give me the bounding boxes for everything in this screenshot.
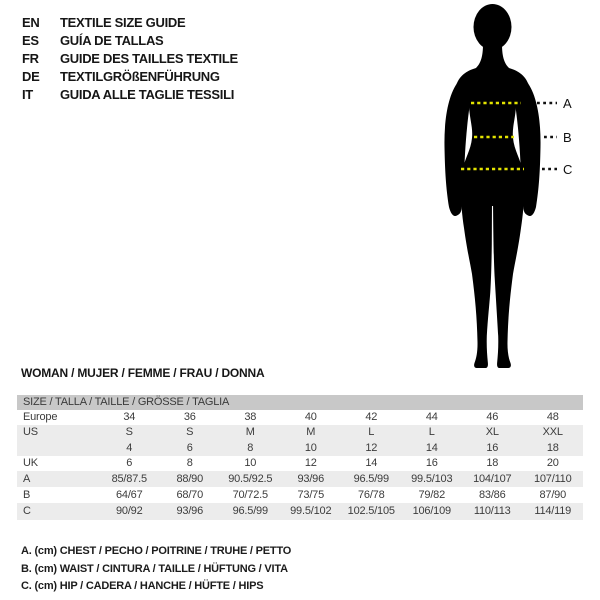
size-cell: 88/90 (176, 473, 204, 485)
size-cell: 14 (425, 442, 438, 454)
language-title: GUÍA DE TALLAS (60, 33, 164, 48)
measure-label-c: C (563, 162, 573, 177)
size-cell: 18 (546, 442, 559, 454)
size-cell: XXL (542, 426, 563, 438)
size-cell: 70/72.5 (232, 489, 268, 501)
size-cell: 99.5/103 (411, 473, 453, 485)
size-cell: L (428, 426, 435, 438)
size-cell: 73/75 (297, 489, 325, 501)
row-label: Europe (23, 411, 58, 423)
size-cell: 102.5/105 (347, 505, 395, 517)
row-label: B (23, 489, 31, 501)
size-guide-figure (440, 2, 590, 374)
size-table-header: SIZE / TALLA / TAILLE / GRÖSSE / TAGLIA (17, 395, 583, 410)
size-cell: 20 (546, 457, 559, 469)
language-row-fr (22, 50, 238, 68)
size-table-row-us-numeric (17, 440, 583, 456)
section-title-woman: WOMAN / MUJER / FEMME / FRAU / DONNA (21, 366, 265, 380)
size-cell: 38 (244, 411, 257, 423)
size-cell: 44 (425, 411, 438, 423)
size-table-row-us (17, 425, 583, 440)
row-label: UK (23, 457, 38, 469)
size-cell: 8 (247, 442, 254, 454)
size-cell: 96.5/99 (353, 473, 389, 485)
size-cell: 16 (425, 457, 438, 469)
size-cell: 40 (304, 411, 317, 423)
size-cell: M (306, 426, 316, 438)
size-cell: 104/107 (473, 473, 512, 485)
size-cell: 90/92 (115, 505, 143, 517)
language-code: IT (22, 87, 33, 102)
language-title: GUIDA ALLE TAGLIE TESSILI (60, 87, 235, 102)
size-cell: 8 (186, 457, 193, 469)
size-table-row-uk (17, 456, 583, 471)
language-title: GUIDE DES TAILLES TEXTILE (60, 51, 238, 66)
size-cell: S (186, 426, 194, 438)
silhouette-head (474, 4, 512, 50)
size-cell: 76/78 (357, 489, 385, 501)
size-table (17, 395, 583, 520)
language-row-de (22, 68, 238, 86)
row-label: A (23, 473, 31, 485)
legend-line-b: B. (cm) WAIST / CINTURA / TAILLE / HÜFTUNG / VITA (21, 562, 288, 575)
size-cell: 93/96 (176, 505, 204, 517)
size-table-row-a (17, 471, 583, 487)
size-table-body (17, 410, 583, 520)
language-code: FR (22, 51, 39, 66)
size-cell: 10 (244, 457, 257, 469)
size-cell: M (245, 426, 255, 438)
size-cell: 4 (126, 442, 133, 454)
language-row-it (22, 86, 238, 104)
measure-label-b: B (563, 130, 572, 145)
size-cell: 6 (126, 457, 133, 469)
size-cell: 18 (486, 457, 499, 469)
row-label (17, 440, 99, 456)
size-cell: 16 (486, 442, 499, 454)
size-cell: 79/82 (418, 489, 446, 501)
size-cell: 83/86 (478, 489, 506, 501)
language-row-es (22, 32, 238, 50)
size-cell: 10 (304, 442, 317, 454)
size-cell: 6 (186, 442, 193, 454)
size-cell: 12 (365, 442, 378, 454)
size-table-row-c (17, 503, 583, 520)
size-cell: 107/110 (533, 473, 572, 485)
language-title: TEXTILGRÖßENFÜHRUNG (60, 69, 220, 84)
language-code: ES (22, 33, 39, 48)
size-cell: XL (485, 426, 499, 438)
size-cell: 90.5/92.5 (228, 473, 273, 485)
size-cell: 114/119 (534, 505, 572, 517)
size-cell: 87/90 (539, 489, 567, 501)
size-cell: 34 (123, 411, 136, 423)
measure-label-a: A (563, 96, 572, 111)
size-cell: 42 (365, 411, 378, 423)
size-cell: 110/113 (473, 505, 511, 517)
row-label: C (23, 505, 31, 517)
size-cell: 64/67 (115, 489, 143, 501)
size-cell: 36 (183, 411, 196, 423)
size-cell: S (125, 426, 133, 438)
language-code: DE (22, 69, 40, 84)
woman-silhouette (440, 2, 590, 374)
size-cell: 12 (304, 457, 317, 469)
language-title: TEXTILE SIZE GUIDE (60, 15, 186, 30)
size-cell: 85/87.5 (111, 473, 147, 485)
size-table-row-b (17, 487, 583, 503)
size-cell: 46 (486, 411, 499, 423)
size-cell: 96.5/99 (232, 505, 268, 517)
language-guide (22, 14, 238, 104)
size-cell: 48 (546, 411, 559, 423)
size-cell: 68/70 (176, 489, 204, 501)
legend-line-a: A. (cm) CHEST / PECHO / POITRINE / TRUHE / PETTO (21, 545, 292, 557)
language-code: EN (22, 15, 40, 30)
language-row-en (22, 14, 238, 32)
size-cell: 99.5/102 (290, 505, 332, 517)
size-cell: L (368, 426, 375, 438)
row-label: US (23, 426, 38, 438)
measurement-legend (21, 543, 291, 596)
size-cell: 106/109 (412, 505, 451, 517)
size-cell: 14 (365, 457, 378, 469)
size-cell: 93/96 (297, 473, 325, 485)
legend-line-c: C. (cm) HIP / CADERA / HANCHE / HÜFTE / HIPS (21, 580, 264, 592)
size-table-row-europe (17, 410, 583, 425)
